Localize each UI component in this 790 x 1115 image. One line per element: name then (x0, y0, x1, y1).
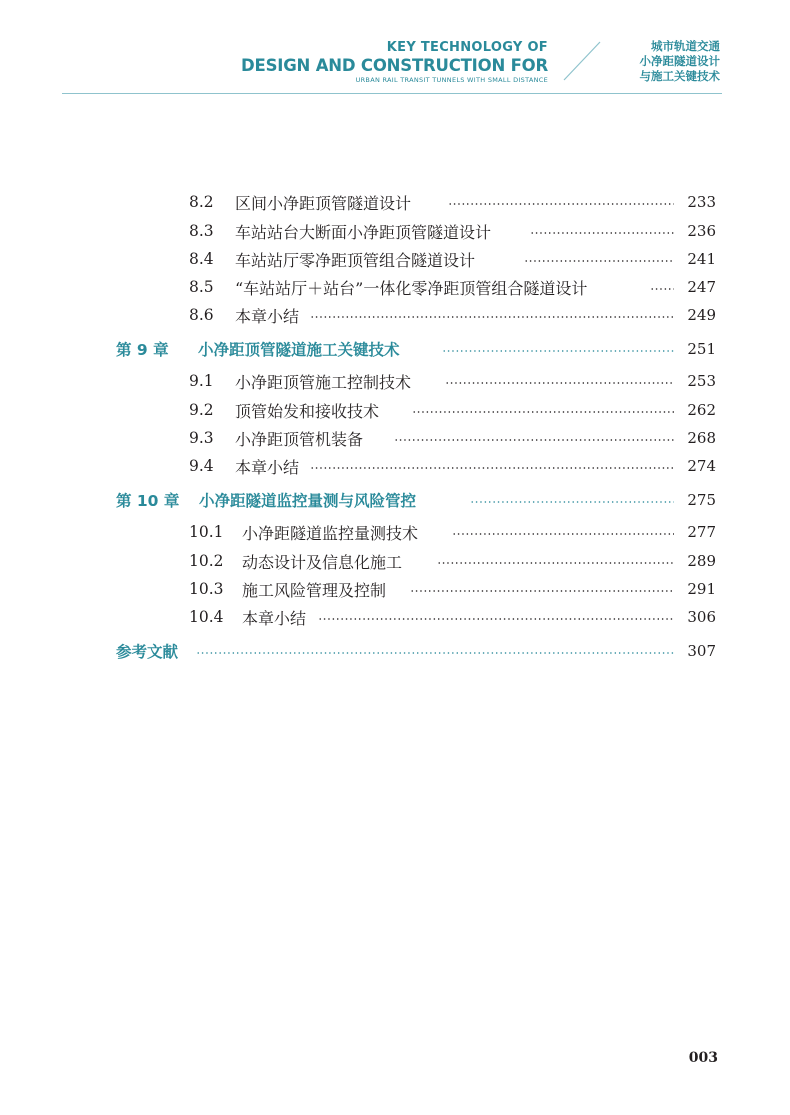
header-chinese-title (640, 39, 721, 84)
toc-entry-page: 289 (687, 552, 716, 570)
header-en-line1: KEY TECHNOLOGY OF (386, 40, 548, 55)
toc-leader-dots (470, 501, 674, 503)
toc-leader-dots (452, 533, 674, 535)
toc-entry-title: 车站站厅零净距顶管组合隧道设计 (235, 250, 476, 270)
toc-entry-number: 10.4 (189, 608, 224, 626)
toc-entry[interactable] (0, 395, 790, 425)
toc-entry-page: 277 (687, 523, 716, 541)
header-cn-line2: 小净距隧道设计 (639, 54, 720, 68)
toc-entry-page: 236 (687, 222, 716, 240)
toc-leader-dots (437, 562, 674, 564)
toc-leader-dots (448, 203, 674, 205)
toc-entry-title: “车站站厅＋站台”一体化零净距顶管组合隧道设计 (235, 278, 588, 298)
chapter-title: 小净距隧道监控量测与风险管控 (199, 492, 417, 510)
toc-entry-page: 241 (687, 250, 716, 268)
toc-entry[interactable] (0, 451, 790, 481)
toc-entry[interactable] (0, 574, 790, 604)
toc-entry-title: 本章小结 (235, 457, 300, 477)
header-slash-divider (562, 40, 602, 82)
toc-leader-dots (530, 232, 674, 234)
toc-entry[interactable] (0, 546, 790, 576)
toc-entry-title: 本章小结 (235, 306, 300, 326)
chapter-page: 251 (687, 340, 716, 358)
toc-entry-number: 10.3 (189, 580, 224, 598)
toc-entry[interactable] (0, 187, 790, 217)
toc-entry-page: 233 (687, 193, 716, 211)
chapter-title: 小净距顶管隧道施工关键技术 (198, 341, 400, 359)
toc-entry-page: 274 (687, 457, 716, 475)
toc-leader-dots (445, 382, 674, 384)
toc-entry-page: 306 (687, 608, 716, 626)
toc-leader-dots (310, 467, 674, 469)
header-cn-line3: 与施工关键技术 (639, 69, 720, 83)
toc-entry[interactable] (0, 602, 790, 632)
toc-leader-dots (310, 316, 674, 318)
toc-entry-page: 291 (687, 580, 716, 598)
toc-entry[interactable] (0, 366, 790, 396)
toc-entry-title: 小净距隧道监控量测技术 (242, 523, 419, 543)
toc-entry-page: 268 (687, 429, 716, 447)
toc-entry[interactable] (0, 244, 790, 274)
toc-entry-title: 动态设计及信息化施工 (242, 552, 403, 572)
toc-leader-dots (196, 652, 674, 654)
toc-entry-number: 8.5 (189, 278, 214, 296)
chapter-number: 第 9 章 (116, 341, 169, 359)
toc-entry-number: 10.2 (189, 552, 224, 570)
toc-entry-number: 8.3 (189, 222, 214, 240)
toc-entry-number: 8.4 (189, 250, 214, 268)
toc-entry-page: 247 (687, 278, 716, 296)
toc-entry-title: 车站站台大断面小净距顶管隧道设计 (235, 222, 492, 242)
toc-entry[interactable] (0, 423, 790, 453)
toc-references[interactable] (0, 636, 790, 666)
header-rule (62, 93, 722, 94)
header-en-line3: URBAN RAIL TRANSIT TUNNELS WITH SMALL DISTANCE (355, 76, 548, 84)
toc-entry-page: 262 (687, 401, 716, 419)
toc-entry-title: 本章小结 (242, 608, 307, 628)
toc-leader-dots (524, 260, 674, 262)
toc-entry[interactable] (0, 300, 790, 330)
toc-leader-dots (410, 590, 674, 592)
toc-entry[interactable] (0, 272, 790, 302)
toc-chapter-10[interactable] (0, 485, 790, 515)
toc-entry-number: 9.3 (189, 429, 214, 447)
toc-entry-title: 施工风险管理及控制 (242, 580, 387, 600)
references-title: 参考文献 (116, 643, 179, 661)
toc-entry-page: 249 (687, 306, 716, 324)
toc-entry-title: 小净距顶管施工控制技术 (235, 372, 412, 392)
chapter-page: 275 (687, 491, 716, 509)
toc-entry-title: 顶管始发和接收技术 (235, 401, 380, 421)
page-number: 003 (688, 1050, 718, 1066)
chapter-number: 第 10 章 (116, 492, 180, 510)
toc-entry-number: 9.2 (189, 401, 214, 419)
toc-entry-number: 9.4 (189, 457, 214, 475)
toc-entry-number: 8.6 (189, 306, 214, 324)
toc-leader-dots (394, 439, 674, 441)
header-english-title (241, 40, 548, 85)
references-page: 307 (687, 642, 716, 660)
toc-entry-number: 10.1 (189, 523, 224, 541)
header-en-line2: DESIGN AND CONSTRUCTION FOR (241, 56, 548, 75)
toc-entry-title: 区间小净距顶管隧道设计 (235, 193, 412, 213)
toc-leader-dots (412, 411, 674, 413)
toc-entry-page: 253 (687, 372, 716, 390)
toc-entry-number: 8.2 (189, 193, 214, 211)
toc-entry[interactable] (0, 216, 790, 246)
toc-entry-number: 9.1 (189, 372, 214, 390)
toc-entry-title: 小净距顶管机装备 (235, 429, 364, 449)
header-cn-line1: 城市轨道交通 (651, 39, 720, 53)
toc-leader-dots (442, 350, 674, 352)
toc-leader-dots (318, 618, 674, 620)
toc-chapter-9[interactable] (0, 334, 790, 364)
toc-entry[interactable] (0, 517, 790, 547)
toc-leader-dots (650, 288, 674, 290)
